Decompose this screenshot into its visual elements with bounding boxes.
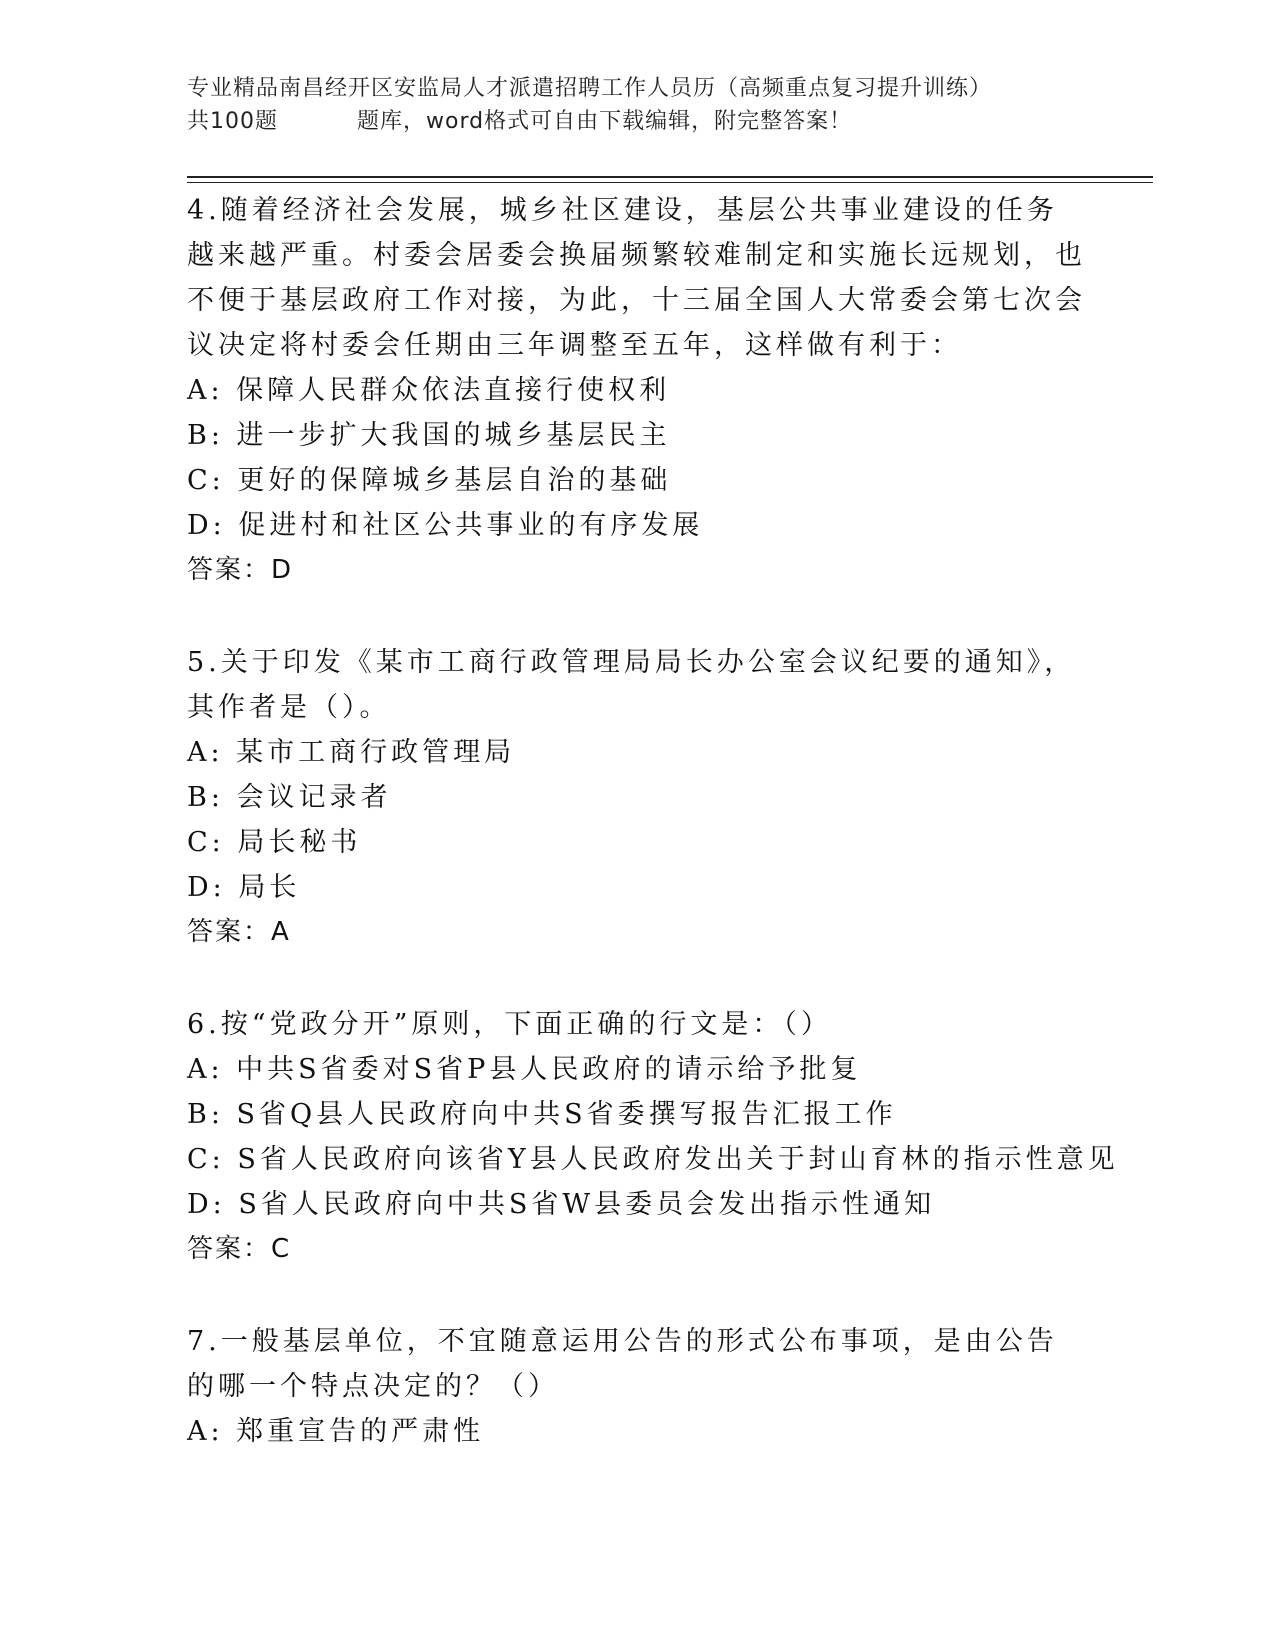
option-c: C: S省人民政府向该省Y县人民政府发出关于封山育林的指示性意见 xyxy=(187,1144,1119,1175)
option-b: B: 会议记录者 xyxy=(187,782,392,813)
question-text: 5.关于印发《某市工商行政管理局局长办公室会议纪要的通知》，其作者是（）。 xyxy=(187,647,1076,723)
header-subtitle xyxy=(187,105,1087,138)
header-divider-thin xyxy=(187,182,1153,183)
option-a: A: 保障人民群众依法直接行使权利 xyxy=(187,375,671,406)
answer-label: 答案：C xyxy=(187,1234,292,1264)
option-a: A: 郑重宣告的严肃性 xyxy=(187,1416,485,1447)
option-b: B: 进一步扩大我国的城乡基层民主 xyxy=(187,420,671,451)
question-7 xyxy=(187,1319,1087,1454)
question-5 xyxy=(187,640,1087,955)
question-6 xyxy=(187,1002,1119,1272)
header-question-count: 共100题 xyxy=(187,109,278,134)
option-a: A: 某市工商行政管理局 xyxy=(187,737,516,768)
option-b: B: S省Q县人民政府向中共S省委撰写报告汇报工作 xyxy=(187,1099,897,1130)
answer-label: 答案：D xyxy=(187,555,294,585)
header-divider-thick xyxy=(187,176,1153,178)
header-title: 专业精品南昌经开区安监局人才派遣招聘工作人员历（高频重点复习提升训练） xyxy=(187,76,993,101)
question-4 xyxy=(187,188,1087,593)
option-c: C: 局长秘书 xyxy=(187,827,362,858)
question-text: 4.随着经济社会发展，城乡社区建设，基层公共事业建设的任务越来越严重。村委会居委会换届频繁较难制定和实施长远规划，也不便于基层政府工作对接，为此，十三届全国人大常委会第七次会议决定将村委会任期由三年调整至五年，这样做有利于： xyxy=(187,195,1086,361)
option-a: A: 中共S省委对S省P县人民政府的请示给予批复 xyxy=(187,1054,862,1085)
option-d: D: 局长 xyxy=(187,872,301,903)
option-c: C: 更好的保障城乡基层自治的基础 xyxy=(187,465,672,496)
question-text: 6.按“党政分开”原则，下面正确的行文是：（） xyxy=(187,1009,832,1040)
answer-label: 答案：A xyxy=(187,917,291,947)
question-list xyxy=(187,188,1119,1501)
header-description: 题库，word格式可自由下载编辑，附完整答案！ xyxy=(357,109,853,134)
option-d: D: S省人民政府向中共S省W县委员会发出指示性通知 xyxy=(187,1189,936,1220)
document-header xyxy=(187,72,1087,138)
question-text: 7.一般基层单位，不宜随意运用公告的形式公布事项，是由公告的哪一个特点决定的？（） xyxy=(187,1326,1058,1402)
option-d: D: 促进村和社区公共事业的有序发展 xyxy=(187,510,704,541)
